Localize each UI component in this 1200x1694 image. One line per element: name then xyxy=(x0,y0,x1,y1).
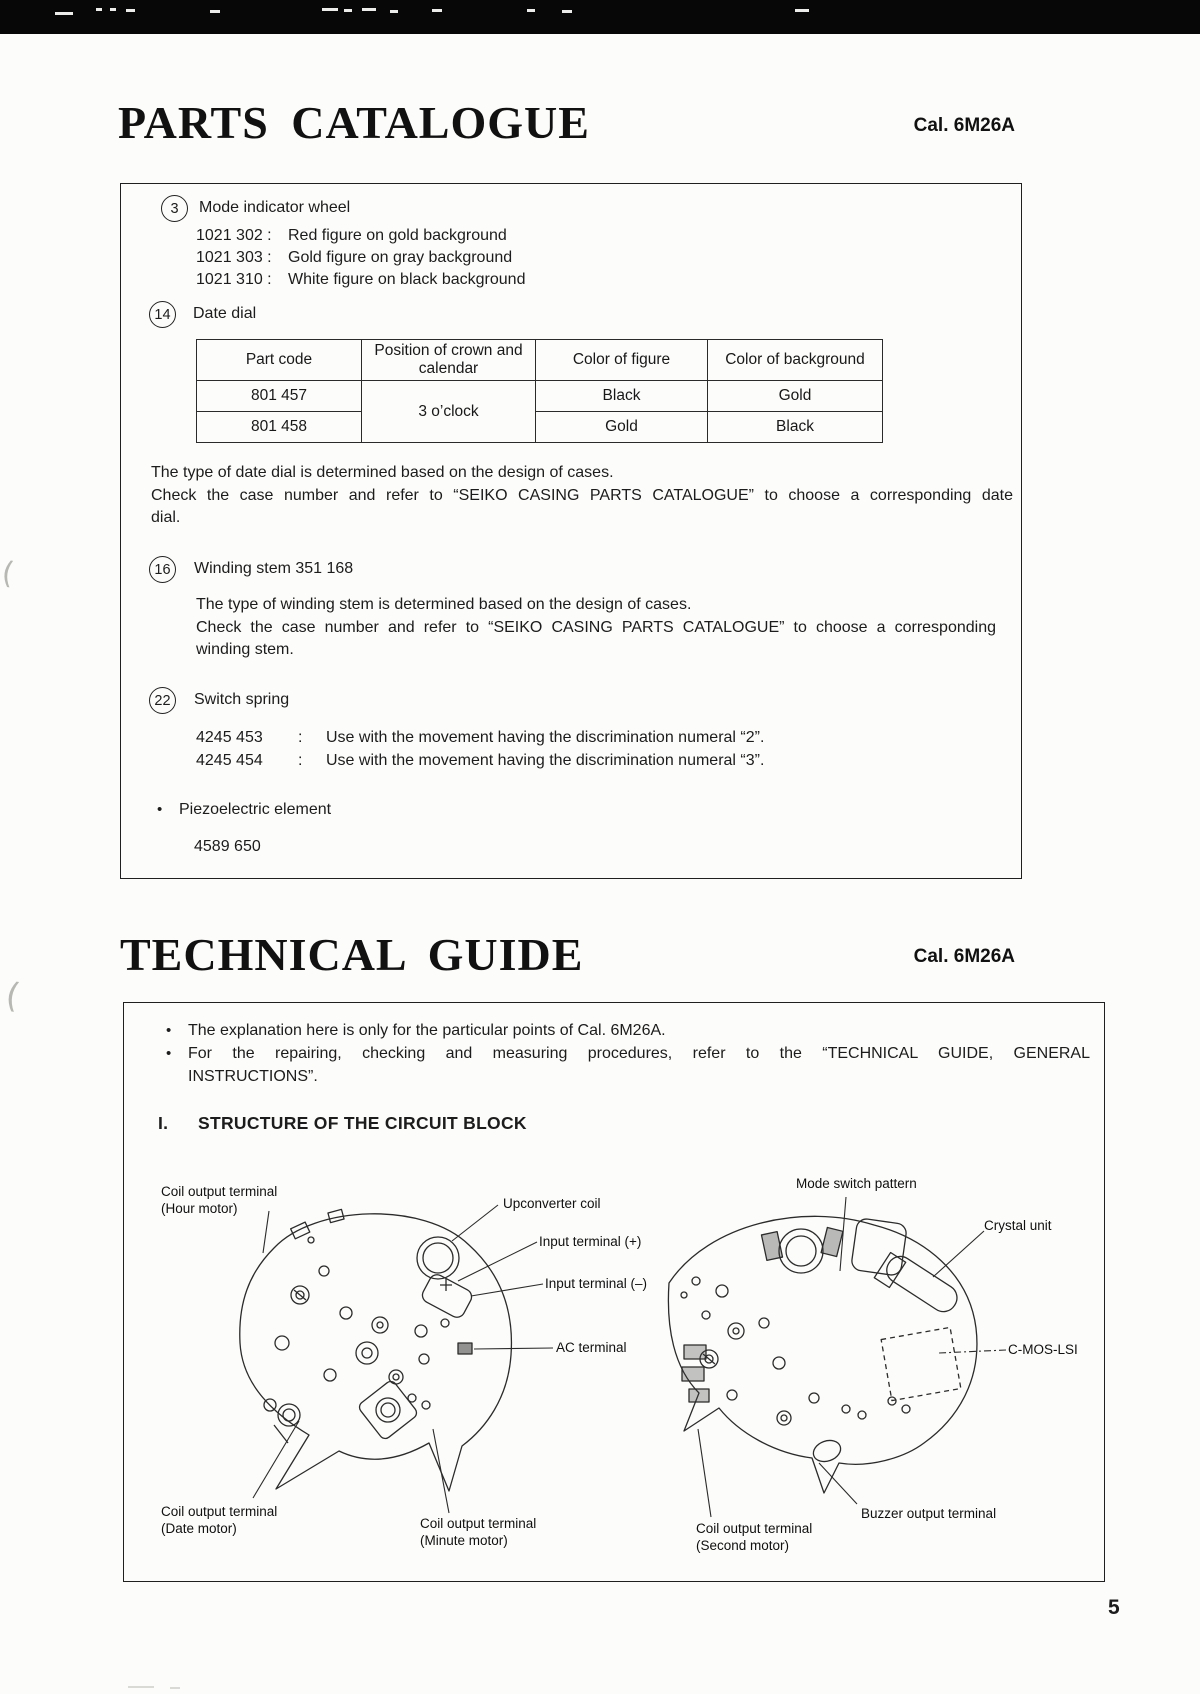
label-coil-output-date xyxy=(161,1503,277,1537)
header-position: Position of crown and calendar xyxy=(362,340,536,381)
bullet-text: For the repairing, checking and measuring procedures, refer to the “TECHNICAL GUIDE, GENERAL xyxy=(188,1045,1090,1062)
winding-stem-title: Winding stem 351 168 xyxy=(194,560,354,577)
circuit-block-right-drawing xyxy=(668,1216,977,1493)
colon-separator: : xyxy=(298,729,303,746)
label-line: (Second motor) xyxy=(696,1538,790,1553)
label-input-terminal-plus: Input terminal (+) xyxy=(539,1234,642,1249)
scan-dash xyxy=(562,10,572,13)
scan-artifact-paren: ( xyxy=(0,555,17,592)
scan-artifact-dots xyxy=(128,1686,154,1688)
bullet-glyph: • xyxy=(157,801,163,818)
tech-bullet-1 xyxy=(166,1020,666,1042)
scan-dash xyxy=(96,8,102,11)
label-line: (Hour motor) xyxy=(161,1201,238,1216)
circled-number-14: 14 xyxy=(149,301,176,328)
switch-spring-item xyxy=(196,727,764,750)
label-buzzer-output-terminal: Buzzer output terminal xyxy=(861,1506,997,1521)
piezo-code: 4589 650 xyxy=(194,838,261,855)
technical-guide-title: TECHNICAL GUIDE xyxy=(120,929,584,980)
mode-indicator-list xyxy=(196,225,525,291)
cell-figure: Black xyxy=(536,381,708,412)
scan-top-bar xyxy=(0,0,1200,34)
scan-dash xyxy=(322,8,338,11)
switch-spring-title: Switch spring xyxy=(194,691,290,708)
label-line: (Date motor) xyxy=(161,1521,237,1536)
label-line: Coil output terminal xyxy=(696,1521,813,1536)
date-dial-title: Date dial xyxy=(193,305,257,322)
page-number: 5 xyxy=(1108,1596,1120,1619)
bullet-text: The explanation here is only for the particular points of Cal. 6M26A. xyxy=(188,1022,666,1039)
cell-part-code: 801 457 xyxy=(197,381,362,412)
piezo-title: Piezoelectric element xyxy=(179,801,332,818)
part-code: 4245 454 xyxy=(196,751,263,769)
tech-cal-number: Cal. 6M26A xyxy=(913,946,1015,967)
note-line: The type of winding stem is determined based on the design of cases. xyxy=(196,596,692,613)
tech-bullet-2 xyxy=(166,1043,1090,1065)
scan-dash xyxy=(210,10,220,13)
switch-spring-list xyxy=(196,727,764,772)
table-row xyxy=(197,381,883,412)
mode-item xyxy=(196,247,525,269)
part-desc: Gold figure on gray background xyxy=(288,249,513,266)
scan-dash xyxy=(432,9,442,12)
note-line: Check the case number and refer to “SEIKO CASING PARTS CATALOGUE” to choose a corresponding date xyxy=(151,486,1013,504)
label-line: (Minute motor) xyxy=(420,1533,508,1548)
part-code: 1021 303 : xyxy=(196,249,272,266)
part-desc: White figure on black background xyxy=(288,271,526,288)
cell-figure: Gold xyxy=(536,412,708,443)
scan-dash xyxy=(55,12,73,15)
header-color-background: Color of background xyxy=(708,340,883,381)
label-line: Coil output terminal xyxy=(161,1504,278,1519)
part-code: 1021 310 : xyxy=(196,271,272,288)
header-color-figure: Color of figure xyxy=(536,340,708,381)
label-line: Coil output terminal xyxy=(420,1516,537,1531)
note-line: Check the case number and refer to “SEIKO CASING PARTS CATALOGUE” to choose a corresponding xyxy=(196,618,996,636)
mode-item xyxy=(196,269,525,291)
colon-separator: : xyxy=(298,751,303,769)
circuit-block-left-drawing xyxy=(240,1209,512,1491)
parts-catalogue-box xyxy=(120,183,1022,879)
scan-dash xyxy=(390,10,398,13)
parts-catalogue-title: PARTS CATALOGUE xyxy=(118,97,590,148)
structure-heading: STRUCTURE OF THE CIRCUIT BLOCK xyxy=(198,1113,527,1133)
label-coil-output-minute xyxy=(420,1515,536,1549)
label-mode-switch-pattern: Mode switch pattern xyxy=(796,1176,917,1191)
cell-background: Gold xyxy=(708,381,883,412)
cell-part-code: 801 458 xyxy=(197,412,362,443)
piezo-section xyxy=(157,799,331,821)
parts-cal-number: Cal. 6M26A xyxy=(913,115,1015,136)
table-header-row xyxy=(197,340,883,381)
note-line: winding stem. xyxy=(196,641,294,658)
header-part-code: Part code xyxy=(197,340,362,381)
scan-artifact-dots xyxy=(170,1687,180,1689)
cell-background: Black xyxy=(708,412,883,443)
part-desc: Use with the movement having the discrimination numeral “3”. xyxy=(326,751,765,769)
date-dial-table xyxy=(196,339,883,443)
label-coil-output-hour xyxy=(161,1183,277,1217)
table-row xyxy=(197,412,883,443)
label-coil-output-second xyxy=(696,1520,812,1554)
mode-item xyxy=(196,225,525,247)
circled-number-3: 3 xyxy=(161,195,188,222)
scan-dash xyxy=(126,9,135,12)
scan-artifact-paren: ( xyxy=(2,975,23,1017)
note-line: The type of date dial is determined based on the design of cases. xyxy=(151,464,614,481)
bullet-glyph: • xyxy=(166,1022,172,1039)
technical-guide-box xyxy=(123,1002,1105,1582)
part-desc: Red figure on gold background xyxy=(288,227,507,244)
circled-number-22: 22 xyxy=(149,687,176,714)
mode-indicator-title: Mode indicator wheel xyxy=(199,199,351,216)
scan-dash xyxy=(362,8,376,11)
label-ac-terminal: AC terminal xyxy=(556,1340,627,1355)
cell-position: 3 o’clock xyxy=(362,381,536,443)
circuit-block-diagram xyxy=(124,1163,1104,1581)
date-dial-note xyxy=(151,462,1026,530)
scan-dash xyxy=(527,9,535,12)
scan-dash xyxy=(795,9,809,12)
label-line: Coil output terminal xyxy=(161,1184,278,1199)
label-crystal-unit: Crystal unit xyxy=(984,1218,1052,1233)
switch-spring-item xyxy=(196,750,764,773)
bullet-text-continued: INSTRUCTIONS”. xyxy=(188,1068,318,1085)
part-code: 1021 302 : xyxy=(196,227,272,244)
winding-stem-note xyxy=(196,594,1006,662)
label-input-terminal-minus: Input terminal (–) xyxy=(545,1276,648,1291)
bullet-glyph: • xyxy=(166,1045,172,1062)
part-desc: Use with the movement having the discrimination numeral “2”. xyxy=(326,729,765,746)
part-code: 4245 453 xyxy=(196,729,263,746)
circled-number-16: 16 xyxy=(149,556,176,583)
section-roman-numeral: I. xyxy=(158,1113,169,1133)
label-cmos-lsi: C-MOS-LSI xyxy=(1008,1342,1078,1357)
scan-dash xyxy=(110,8,116,11)
scan-dash xyxy=(344,9,352,12)
note-line: dial. xyxy=(151,509,181,526)
label-upconverter-coil: Upconverter coil xyxy=(503,1196,601,1211)
